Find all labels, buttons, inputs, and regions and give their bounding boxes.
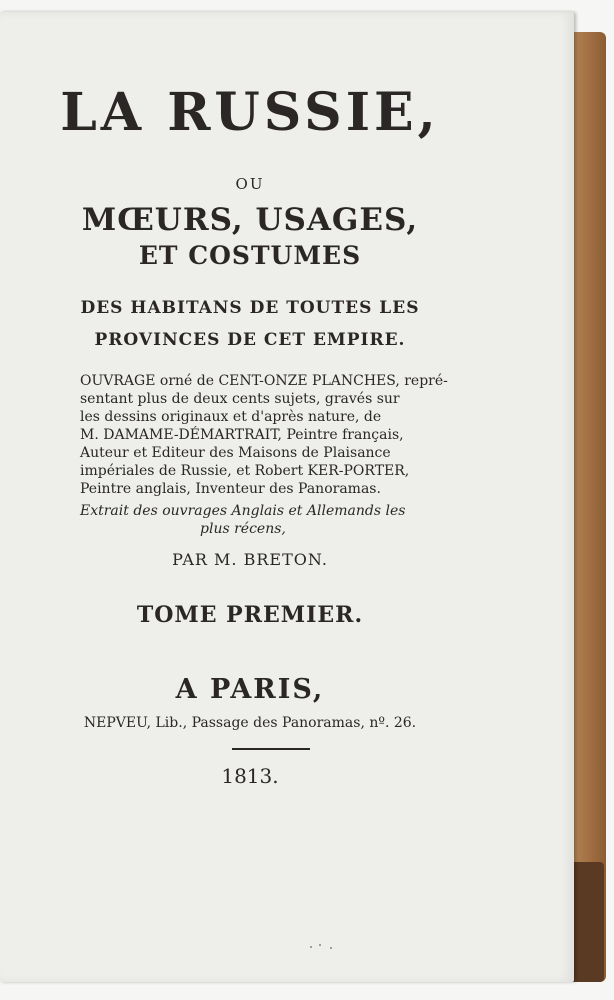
- foxing-marks: [310, 942, 340, 950]
- divider-rule: [232, 748, 310, 750]
- extract-line: Extrait des ouvrages Anglais et Allemands les: [80, 503, 406, 519]
- book: [0, 12, 606, 990]
- title-conjunction: OU: [235, 175, 265, 193]
- book-title: LA RUSSIE,: [60, 82, 440, 143]
- subtitle-line-1: MŒURS, USAGES,: [81, 202, 419, 238]
- description-line: sentant plus de deux cents sujets, gravés sur: [80, 391, 400, 407]
- description-paragraph: [80, 372, 465, 498]
- title-page: [0, 12, 574, 982]
- publisher-line: NEPVEU, Lib., Passage des Panoramas, nº. 26.: [83, 715, 417, 731]
- subtitle-line-3: DES HABITANS DE TOUTES LES: [80, 298, 420, 318]
- extract-line: plus récens,: [200, 521, 286, 537]
- author-line: PAR M. BRETON.: [172, 550, 328, 569]
- publication-year: 1813.: [221, 764, 279, 788]
- description-line: Auteur et Editeur des Maisons de Plaisance: [80, 445, 391, 461]
- description-line: impériales de Russie, et Robert KER-PORTER,: [80, 463, 410, 479]
- volume-label: TOME PREMIER.: [136, 602, 364, 628]
- publication-place: A PARIS,: [175, 674, 325, 705]
- subtitle-line-4: PROVINCES DE CET EMPIRE.: [94, 330, 406, 350]
- description-line: OUVRAGE orné de CENT-ONZE PLANCHES, repré-: [80, 373, 448, 389]
- subtitle-line-2: ET COSTUMES: [138, 241, 362, 270]
- description-line: Peintre anglais, Inventeur des Panoramas.: [80, 481, 381, 497]
- description-line: les dessins originaux et d'après nature, de: [80, 409, 382, 425]
- extract-note: [80, 502, 465, 538]
- description-line: M. DAMAME-DÉMARTRAIT, Peintre français,: [80, 427, 404, 443]
